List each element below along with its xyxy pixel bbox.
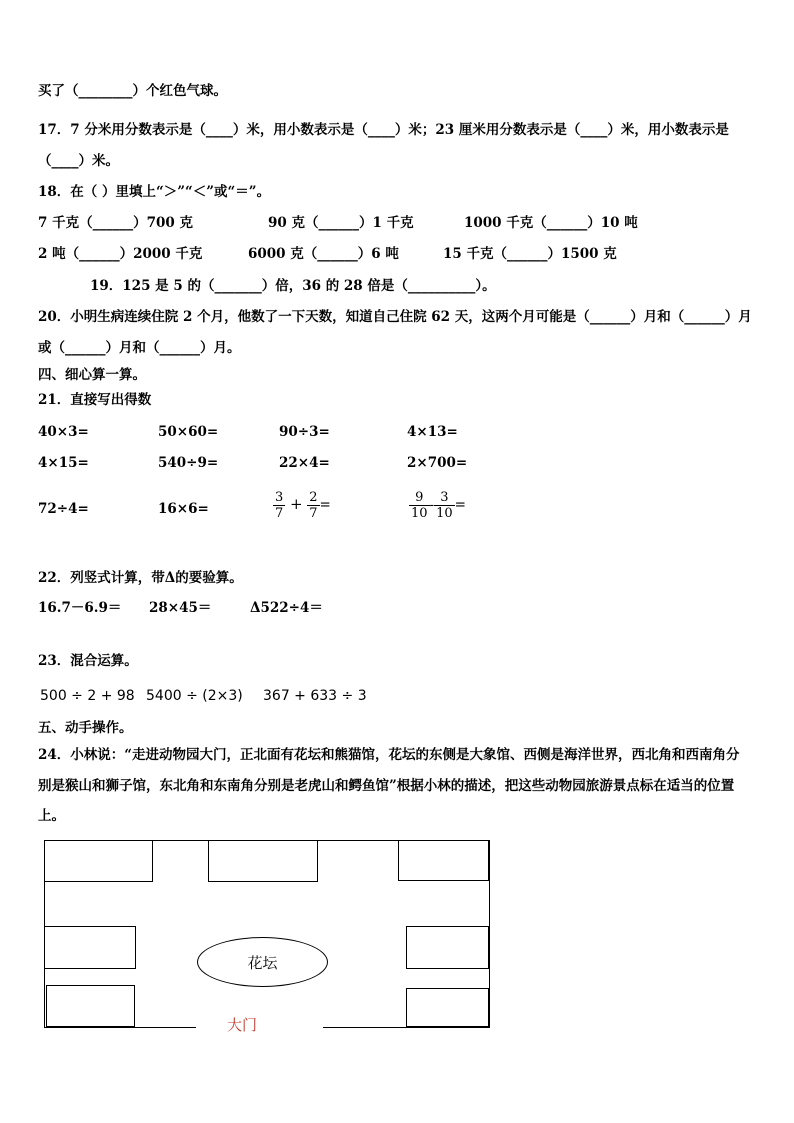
operator: +: [289, 495, 303, 513]
map-slot-southeast[interactable]: [406, 988, 489, 1027]
map-slot-west[interactable]: [44, 926, 136, 969]
q22-title: 22．列竖式计算，带Δ的要验算。: [38, 570, 243, 586]
q18-title: 18．在（ ）里填上“＞”“＜”或“＝”。: [38, 184, 271, 200]
fraction-denominator: 10: [436, 506, 453, 521]
fraction-denominator: 10: [411, 506, 428, 521]
q22-item: Δ522÷4＝: [250, 600, 323, 616]
q21-item: 16×6=: [158, 501, 209, 517]
q17-line2: （____）米。: [38, 153, 119, 169]
line-top: 买了（________）个红色气球。: [38, 83, 227, 99]
q24-line3: 上。: [38, 808, 65, 824]
q18-item: 2 吨（______）2000 千克: [38, 246, 203, 262]
q23-item: 367 + 633 ÷ 3: [263, 688, 367, 704]
q21-item: 540÷9=: [158, 455, 219, 471]
q21-item: 2×700=: [407, 455, 468, 471]
q20-line2: 或（______）月和（______）月。: [38, 340, 241, 356]
q23-item: 500 ÷ 2 + 98: [40, 688, 135, 704]
equals-sign: =: [454, 497, 466, 513]
q21-item: 50×60=: [158, 424, 219, 440]
q22-item: 28×45＝: [149, 600, 212, 616]
q19: 19．125 是 5 的（_______）倍，36 的 28 倍是（__________）。: [90, 278, 496, 294]
map-slot-northeast[interactable]: [398, 840, 489, 881]
q23-item: 5400 ÷ (2×3): [146, 688, 243, 704]
q18-item: 90 克（______）1 千克: [268, 215, 414, 231]
map-slot-east[interactable]: [406, 926, 489, 969]
q20-line1: 20．小明生病连续住院 2 个月，他数了一下天数，知道自己住院 62 天，这两个月可能是（______）月和（______）月: [38, 309, 752, 325]
q21-item: 22×4=: [279, 455, 330, 471]
q18-item: 6000 克（______）6 吨: [248, 246, 399, 262]
q21-item: 4×15=: [38, 455, 89, 471]
map-slot-southwest[interactable]: [46, 985, 135, 1027]
fraction-numerator: 3: [434, 490, 455, 506]
gate-label: 大门: [227, 1016, 258, 1034]
map-bottom-wall-left: [44, 1027, 196, 1028]
operator: -: [429, 497, 435, 513]
q17-line1: 17．7 分米用分数表示是（____）米，用小数表示是（____）米；23 厘米用分数表示是（____）米，用小数表示是: [38, 122, 729, 138]
q18-item: 1000 千克（______）10 吨: [464, 215, 638, 231]
fraction-numerator: 9: [409, 490, 430, 506]
q21-item: 4×13=: [407, 424, 458, 440]
q21-item: 90÷3=: [279, 424, 330, 440]
fraction-denominator: 7: [309, 506, 318, 521]
q18-item: 15 千克（______）1500 克: [443, 246, 617, 262]
fraction-numerator: 2: [309, 490, 318, 505]
q21-item: 40×3=: [38, 424, 89, 440]
map-bottom-wall-right: [323, 1027, 489, 1028]
map-slot-northwest[interactable]: [44, 840, 153, 882]
equals-sign: =: [319, 497, 331, 513]
q18-item: 7 千克（______）700 克: [38, 215, 193, 231]
q23-title: 23．混合运算。: [38, 653, 138, 669]
section-4-title: 四、细心算一算。: [38, 367, 146, 383]
q24-line2: 别是猴山和狮子馆，东北角和东南角分别是老虎山和鳄鱼馆”根据小林的描述，把这些动物园旅游景点标在适当的位置: [38, 778, 735, 794]
section-5-title: 五、动手操作。: [38, 720, 133, 736]
q24-line1: 24．小林说：“走进动物园大门，正北面有花坛和熊猫馆，花坛的东侧是大象馆、西侧是海洋世界，西北角和西南角分: [38, 747, 740, 763]
flower-bed: [197, 937, 328, 987]
fraction-denominator: 7: [275, 506, 284, 521]
map-right-wall: [489, 840, 490, 1028]
q21-fraction-expr-2: [409, 490, 466, 521]
q21-item: 72÷4=: [38, 501, 89, 517]
q21-title: 21．直接写出得数: [38, 392, 152, 408]
q21-fraction-expr-1: [273, 490, 331, 521]
fraction-numerator: 3: [275, 490, 284, 505]
q22-item: 16.7－6.9＝: [38, 600, 122, 616]
map-slot-north[interactable]: [208, 840, 318, 882]
flower-bed-label: 花坛: [247, 953, 278, 972]
